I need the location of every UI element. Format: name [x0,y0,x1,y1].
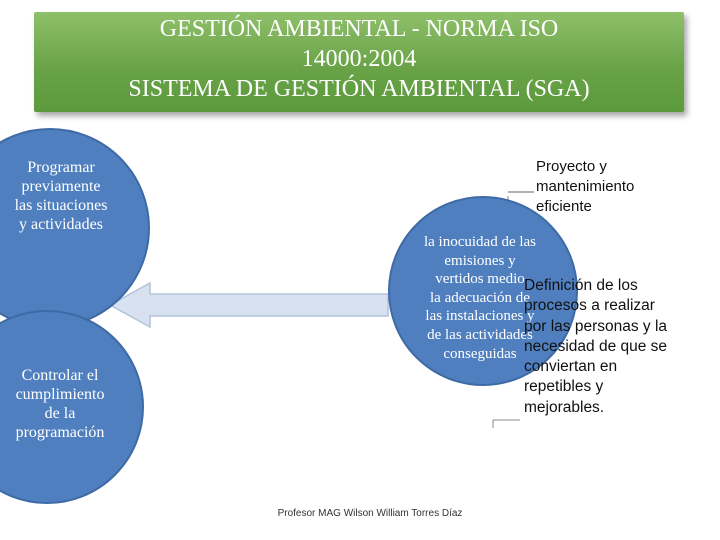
text-line: previamente [21,178,101,195]
text-line: Controlar el [21,367,99,384]
bracket-definicion [493,420,520,428]
text-line: de las actividades [427,326,533,343]
text-line: mejorables. [524,398,605,416]
text-line: Programar [27,159,95,176]
text-line: las instalaciones y [425,308,535,325]
text-line: la adecuación de [430,289,530,306]
footer-author: Profesor MAG Wilson William Torres Díaz [277,508,463,519]
text-line: emisiones y [444,252,516,269]
text-line: conseguidas [443,345,517,362]
callout-definicion [524,276,714,418]
text-line: conviertan en [524,358,618,376]
text-line: Proyecto y [536,158,607,175]
text-line: mantenimiento [536,178,635,195]
text-line: repetibles y [524,378,604,396]
circle-controlar-text [0,366,120,442]
text-line: y actividades [19,216,103,233]
text-line: necesidad de que se [524,337,668,355]
text-line: vertidos medio [435,271,525,288]
callout-proyecto [536,157,706,217]
circle-programar-text [0,158,122,234]
text-line: eficiente [536,198,592,215]
text-line: por las personas y la [524,317,668,335]
text-line: programación [15,424,105,441]
left-arrow [110,283,388,327]
text-line: procesos a realizar [524,297,655,315]
text-line: la inocuidad de las [423,234,537,250]
text-line: Definición de los [524,277,638,294]
title-line-1: GESTIÓN AMBIENTAL - NORMA ISO [159,16,559,42]
title-line-2: 14000:2004 [301,46,417,72]
text-line: cumplimiento [15,386,105,403]
text-line: las situaciones [14,197,108,214]
text-line: de la [44,405,76,422]
title-line-3: SISTEMA DE GESTIÓN AMBIENTAL (SGA) [128,76,590,102]
